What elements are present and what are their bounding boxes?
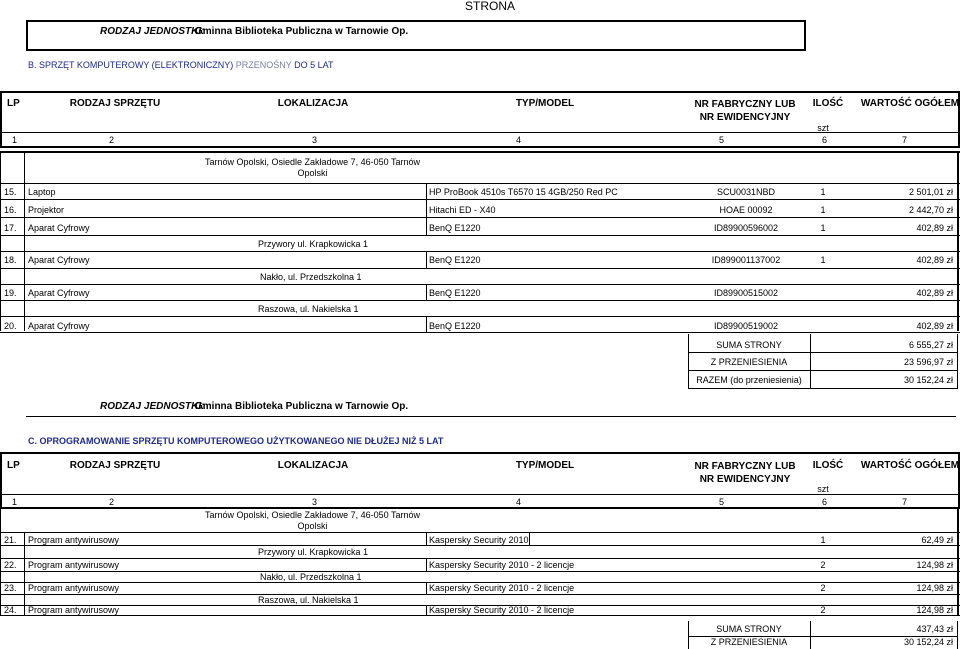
row-value: 62,49 zł [921, 535, 953, 545]
sum-page-value-c: 437,43 zł [916, 624, 953, 634]
section-b-title-prefix: B. SPRZĘT KOMPUTEROWY (ELEKTRONICZNY) [28, 60, 234, 70]
row-model: Kaspersky Security 2010 - 2 licencje [429, 560, 575, 570]
row-type: Program antywirusowy [28, 583, 120, 593]
row-qty: 2 [820, 583, 826, 593]
row-serial: HOAE 00092 [719, 205, 773, 215]
row-type: Program antywirusowy [28, 605, 120, 615]
row-type: Laptop [28, 187, 56, 197]
section-b-title-suffix: DO 5 LAT [294, 60, 334, 70]
row-serial: ID89900515002 [713, 288, 779, 298]
row-lp: 19. [4, 288, 17, 298]
row-type: Aparat Cyfrowy [28, 223, 90, 233]
row-model: Kaspersky Security 2010 - 2 licencje [429, 605, 575, 615]
carry-value: 23 596,97 zł [903, 357, 953, 367]
sum-page-label-c: SUMA STRONY [716, 624, 782, 634]
row-type: Program antywirusowy [28, 535, 120, 545]
row-model: BenQ E1220 [429, 223, 481, 233]
col-lp-header: LP [7, 98, 20, 109]
location-row: Nakło, ul. Przedszkolna 1 [260, 272, 362, 282]
col-lp-header: LP [7, 460, 20, 471]
col-num-7: 7 [902, 497, 908, 507]
row-model: Kaspersky Security 2010 - 2 licencje [429, 583, 575, 593]
col-qty-header: ILOŚĆ [812, 98, 844, 109]
row-serial: SCU0031NBD [716, 187, 776, 197]
col-value-header: WARTOŚĆ OGÓŁEM [860, 460, 960, 471]
row-lp: 17. [4, 223, 17, 233]
col-serial-header: NR FABRYCZNY LUB NR EWIDENCYJNY [694, 461, 796, 485]
row-lp: 16. [4, 205, 17, 215]
col-num-3: 3 [312, 497, 318, 507]
location-main-b: Tarnów Opolski, Osiedle Zakładowe 7, 46-050 Tarnów Opolski [205, 157, 420, 179]
unit-name: Gminna Biblioteka Publiczna w Tarnowie Op. [195, 26, 409, 37]
sum-page-label: SUMA STRONY [716, 340, 782, 350]
col-model-header: TYP/MODEL [515, 98, 575, 109]
row-value: 2 442,70 zł [908, 205, 953, 215]
col-num-6: 6 [822, 497, 828, 507]
carry-label: Z PRZENIESIENIA [710, 357, 788, 367]
row-lp: 23. [4, 583, 17, 593]
total-value: 30 152,24 zł [903, 375, 953, 385]
row-value: 402,89 zł [916, 321, 953, 331]
row-value: 124,98 zł [916, 560, 953, 570]
row-type: Aparat Cyfrowy [28, 321, 90, 331]
carry-value-c: 30 152,24 zł [903, 637, 953, 647]
col-qty-unit: szt [817, 123, 829, 133]
col-num-5: 5 [719, 135, 725, 145]
row-qty: 1 [820, 187, 826, 197]
row-model: Hitachi ED - X40 [429, 205, 496, 215]
row-qty: 1 [820, 223, 826, 233]
row-value: 402,89 zł [916, 223, 953, 233]
total-label: RAZEM (do przeniesienia) [696, 375, 802, 385]
row-value: 124,98 zł [916, 605, 953, 615]
row-type: Aparat Cyfrowy [28, 288, 90, 298]
row-model: HP ProBook 4510s T6570 15 4GB/250 Red PC [429, 187, 618, 197]
sum-page-value: 6 555,27 zł [908, 340, 953, 350]
row-model: BenQ E1220 [429, 288, 481, 298]
location-row: Nakło, ul. Przedszkolna 1 [260, 572, 362, 582]
col-type-header: RODZAJ SPRZĘTU [69, 460, 161, 471]
row-value: 124,98 zł [916, 583, 953, 593]
mid-unit-label: RODZAJ JEDNOSTKI: [100, 401, 205, 412]
col-num-2: 2 [109, 497, 115, 507]
row-model: BenQ E1220 [429, 321, 481, 331]
col-serial-header: NR FABRYCZNY LUB NR EWIDENCYJNY [694, 99, 796, 123]
row-type: Program antywirusowy [28, 560, 120, 570]
location-main-c: Tarnów Opolski, Osiedle Zakładowe 7, 46-050 Tarnów Opolski [205, 510, 420, 532]
col-num-6: 6 [822, 135, 828, 145]
row-type: Projektor [28, 205, 65, 215]
col-type-header: RODZAJ SPRZĘTU [69, 98, 161, 109]
page-header: STRONA [465, 0, 516, 13]
col-num-5: 5 [719, 497, 725, 507]
col-qty-header: ILOŚĆ [812, 460, 844, 471]
row-lp: 22. [4, 560, 17, 570]
col-model-header: TYP/MODEL [515, 460, 575, 471]
col-value-header: WARTOŚĆ OGÓŁEM [860, 98, 960, 109]
row-model: BenQ E1220 [429, 255, 481, 265]
row-lp: 20. [4, 321, 17, 331]
col-qty-unit: szt [817, 484, 829, 494]
col-location-header: LOKALIZACJA [277, 98, 349, 109]
row-value: 2 501,01 zł [908, 187, 953, 197]
col-num-4: 4 [516, 135, 522, 145]
unit-label: RODZAJ JEDNOSTKI: [100, 26, 205, 37]
col-num-3: 3 [312, 135, 318, 145]
row-serial: ID899001137002 [711, 255, 781, 265]
row-value: 402,89 zł [916, 255, 953, 265]
row-qty: 1 [820, 255, 826, 265]
row-model: Kaspersky Security 2010 [429, 535, 529, 545]
col-location-header: LOKALIZACJA [277, 460, 349, 471]
col-num-1: 1 [12, 497, 18, 507]
row-qty: 2 [820, 605, 826, 615]
row-serial: ID89900596002 [713, 223, 779, 233]
col-num-7: 7 [902, 135, 908, 145]
location-row: Przywory ul. Krapkowicka 1 [258, 547, 369, 557]
col-num-1: 1 [12, 135, 18, 145]
row-serial: ID89900519002 [713, 321, 779, 331]
section-c-title: C. OPROGRAMOWANIE SPRZĘTU KOMPUTEROWEGO UŻYTKOWANEGO NIE DŁUŻEJ NIŻ 5 LAT [28, 436, 444, 446]
row-value: 402,89 zł [916, 288, 953, 298]
row-lp: 24. [4, 605, 17, 615]
location-row: Raszowa, ul. Nakielska 1 [258, 595, 359, 605]
carry-label-c: Z PRZENIESIENIA [710, 637, 788, 647]
section-b-title [28, 61, 333, 70]
row-lp: 18. [4, 255, 17, 265]
row-qty: 1 [820, 535, 826, 545]
row-qty: 2 [820, 560, 826, 570]
row-lp: 15. [4, 187, 17, 197]
row-qty: 1 [820, 205, 826, 215]
location-row: Przywory ul. Krapkowicka 1 [258, 239, 369, 249]
section-b-title-portable: PRZENOŚNY [235, 60, 292, 70]
col-num-2: 2 [109, 135, 115, 145]
location-row: Raszowa, ul. Nakielska 1 [258, 304, 359, 314]
row-type: Aparat Cyfrowy [28, 255, 90, 265]
mid-unit-name: Gminna Biblioteka Publiczna w Tarnowie Op. [195, 401, 409, 412]
col-num-4: 4 [516, 497, 522, 507]
row-lp: 21. [4, 535, 17, 545]
